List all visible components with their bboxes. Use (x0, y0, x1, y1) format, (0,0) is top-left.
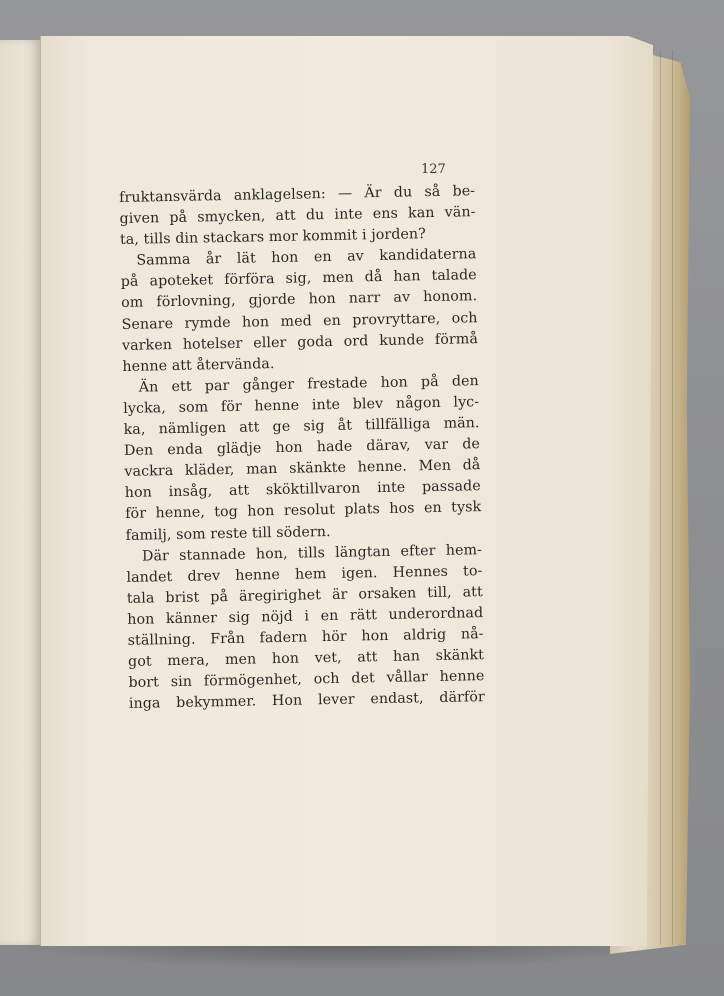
text-line: Senare rymde hon med en provryttare, och (121, 309, 478, 333)
page-stack-line (660, 50, 661, 945)
text-line: varken hotelser eller goda ord kunde förmå (121, 330, 479, 354)
text-line: given på smycken, att du inte ens kan vän- (119, 204, 476, 228)
text-line: got mera, men hon vet, att han skänkt (127, 647, 485, 670)
text-line: ka, nämligen att ge sig åt tillfälliga män. (123, 415, 480, 438)
text-line: vackra kläder, man skänkte henne. Men då (124, 457, 481, 481)
text-line: om förlovning, gjorde hon narr av honom. (121, 288, 478, 312)
page-stack-line (672, 50, 673, 945)
text-line: ta, tills din stackars mor kommit i jorden? (119, 226, 427, 249)
text-line: landet drev henne hem igen. Hennes to- (126, 562, 483, 586)
text-line: inga bekymmer. Hon lever endast, därför (128, 689, 485, 713)
left-page-edge (0, 40, 43, 945)
page-number: 127 (421, 162, 446, 177)
text-line: på apoteket förföra sig, men då han talade (120, 267, 477, 291)
text-line: familj, som reste till södern. (125, 523, 331, 544)
body-text (119, 181, 485, 715)
text-line: Samma år lät hon en av kandidaterna (136, 246, 477, 269)
text-line: bort sin förmögenhet, och det vållar henne (128, 668, 485, 692)
text-line: fruktansvärda anklagelsen: — Är du så be- (119, 183, 476, 206)
text-line: tala brist på äregirighet är orsaken till, att (126, 583, 483, 607)
text-line: hon känner sig nöjd i en rätt underordnad (127, 604, 484, 628)
text-line: hon insåg, att sköktillvaron inte passade (124, 478, 481, 502)
text-line: för henne, tog hon resolut plats hos en tysk (125, 499, 482, 523)
text-line: lycka, som för henne inte blev någon lyc- (123, 394, 480, 417)
text-line: ställning. Från fadern hör hon aldrig nå- (127, 626, 484, 649)
text-line: Där stannade hon, tills längtan efter hem- (141, 541, 483, 565)
text-line: henne att återvända. (122, 355, 275, 375)
text-line: Än ett par gånger frestade hon på den (138, 372, 479, 396)
text-line: Den enda glädje hon hade därav, var de (123, 436, 481, 460)
